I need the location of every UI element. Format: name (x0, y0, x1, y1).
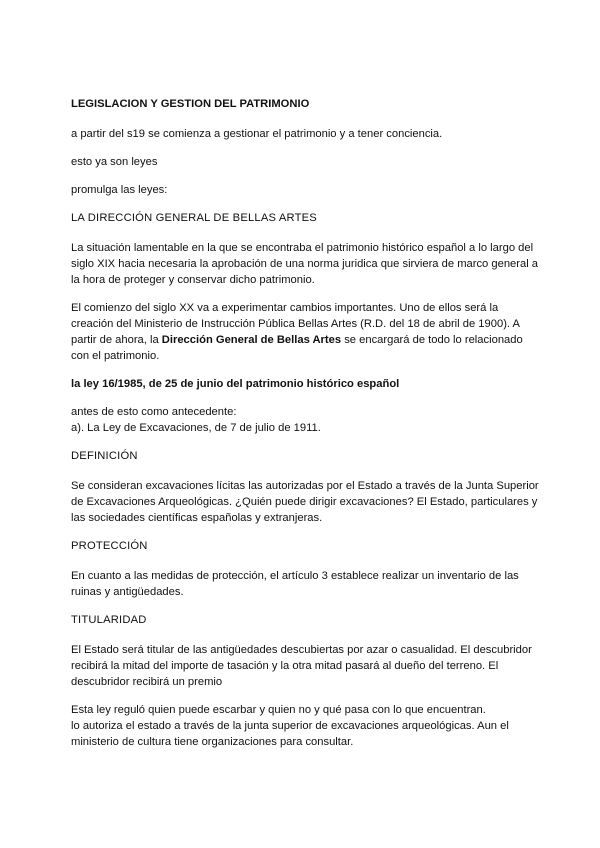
heading-bellas-artes: LA DIRECCIÓN GENERAL DE BELLAS ARTES (71, 212, 317, 224)
laws-line: esto ya son leyes (71, 156, 158, 168)
ley-excavaciones-line: a). La Ley de Excavaciones, de 7 de julio de 1911. (71, 422, 321, 434)
comienzo-text-b: se encargará de todo lo relacionado con el patrimonio. (71, 334, 523, 362)
ley-heading: la ley 16/1985, de 25 de junio del patrimonio histórico español (71, 378, 400, 390)
heading-titularidad: TITULARIDAD (71, 614, 147, 626)
comienzo-bold: Dirección General de Bellas Artes (161, 334, 342, 346)
promulga-line: promulga las leyes: (71, 184, 168, 196)
antes-line: antes de esto como antecedente: (71, 406, 237, 418)
final-block (71, 702, 541, 750)
paragraph-proteccion: En cuanto a las medidas de protección, el artículo 3 establece realizar un inventario de las ruinas y antigüedades. (71, 570, 519, 598)
paragraph-situacion: La situación lamentable en la que se encontraba el patrimonio histórico español a lo largo del siglo XIX hacia necesaria la aprobación de una norma juridica que sirviera de marco general a la hora de proteger y conservar dicho patrimonio. (71, 242, 539, 286)
heading-proteccion: PROTECCIÓN (71, 540, 148, 552)
paragraph-comienzo (71, 300, 541, 364)
document-page (71, 96, 541, 762)
paragraph-titularidad: El Estado será titular de las antigüedades descubiertas por azar o casualidad. El descubridor recibirá la mitad del importe de tasación y la otra mitad pasará al dueño del terreno. El descubridor recibirá un premio (71, 644, 532, 688)
paragraph-definicion: Se consideran excavaciones lícitas las autorizadas por el Estado a través de la Junta Superior de Excavaciones Arqueológicas. ¿Quién puede dirigir excavaciones? El Estado, particulares y las sociedades científicas españolas y extranjeras. (71, 480, 539, 524)
document-title: LEGISLACION Y GESTION DEL PATRIMONIO (71, 98, 310, 110)
final-line-2: lo autoriza el estado a través de la junta superior de excavaciones arqueológicas. Aun el ministerio de cultura tiene organizaciones para consultar. (71, 720, 509, 748)
heading-definicion: DEFINICIÓN (71, 450, 138, 462)
comienzo-text-a: El comienzo del siglo XX va a experimentar cambios importantes. Uno de ellos será la creación del Ministerio de Instrucción Pública Bellas Artes (R.D. del 18 de abril de 1900). A partir de ahora, la (71, 302, 520, 346)
final-line-1: Esta ley reguló quien puede escarbar y quien no y qué pasa con lo que encuentran. (71, 704, 486, 716)
antecedente-block (71, 404, 541, 436)
intro-line: a partir del s19 se comienza a gestionar el patrimonio y a tener conciencia. (71, 128, 443, 140)
